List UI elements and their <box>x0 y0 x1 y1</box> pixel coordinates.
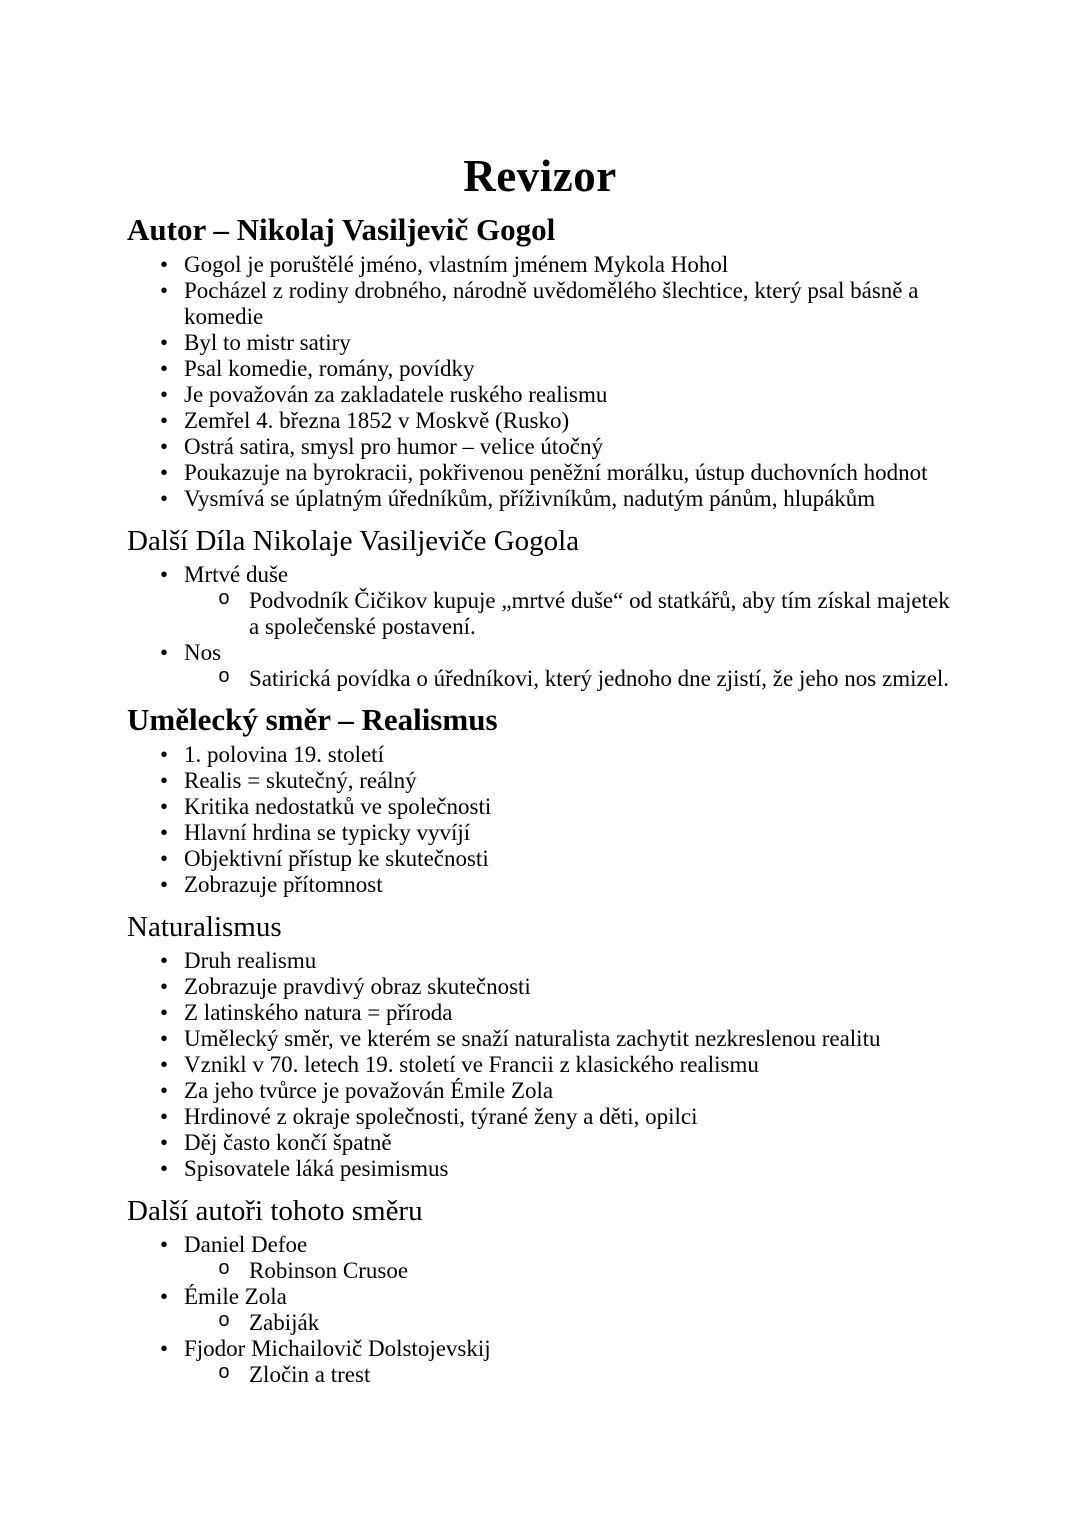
list-item <box>127 1232 953 1284</box>
list-item-text: Zobrazuje přítomnost <box>184 872 383 897</box>
list-item <box>127 1078 953 1104</box>
sub-list-item <box>184 666 953 692</box>
list-item-text: Gogol je poruštělé jméno, vlastním jménem Mykola Hohol <box>184 252 729 277</box>
bullet-list-dalsi-autori <box>127 1232 953 1388</box>
sub-list-item <box>184 1362 953 1388</box>
list-item <box>127 820 953 846</box>
bullet-icon: • <box>160 382 169 407</box>
bullet-icon: • <box>160 252 169 277</box>
list-item <box>127 1156 953 1182</box>
list-item-text: Émile Zola <box>184 1284 287 1309</box>
sub-bullet-list <box>184 1310 953 1336</box>
list-item-text: Vysmívá se úplatným úředníkům, příživníkům, nadutým pánům, hlupákům <box>184 486 876 511</box>
list-item <box>127 768 953 794</box>
bullet-icon: • <box>160 846 169 871</box>
list-item-text: Psal komedie, romány, povídky <box>184 356 475 381</box>
bullet-icon: • <box>160 1130 169 1155</box>
sub-list-item-text: Zločin a trest <box>249 1362 371 1387</box>
list-item-text: Děj často končí špatně <box>184 1130 392 1155</box>
sub-list-item-text: Robinson Crusoe <box>249 1258 409 1283</box>
list-item <box>127 460 953 486</box>
list-item <box>127 434 953 460</box>
list-item <box>127 1052 953 1078</box>
list-item-text: Kritika nedostatků ve společnosti <box>184 794 492 819</box>
list-item-text: Ostrá satira, smysl pro humor – velice útočný <box>184 434 604 459</box>
bullet-icon: • <box>160 1052 169 1077</box>
section-dalsi-autori <box>127 1194 953 1388</box>
bullet-icon: • <box>160 640 169 665</box>
bullet-icon: • <box>160 742 169 767</box>
list-item <box>127 1026 953 1052</box>
bullet-icon: • <box>160 1336 169 1361</box>
bullet-icon: • <box>160 330 169 355</box>
bullet-icon: • <box>160 820 169 845</box>
list-item <box>127 640 953 692</box>
bullet-icon: • <box>160 562 169 587</box>
circle-bullet-icon: o <box>218 1362 231 1385</box>
list-item-text: Zobrazuje pravdivý obraz skutečnosti <box>184 974 531 999</box>
section-heading-autor: Autor – Nikolaj Vasiljevič Gogol <box>127 212 556 247</box>
bullet-icon: • <box>160 408 169 433</box>
list-item-text: Mrtvé duše <box>184 562 289 587</box>
circle-bullet-icon: o <box>218 1258 231 1281</box>
list-item-text: Spisovatele láká pesimismus <box>184 1156 449 1181</box>
list-item-text: Objektivní přístup ke skutečnosti <box>184 846 489 871</box>
sub-list-item <box>184 588 953 640</box>
circle-bullet-icon: o <box>218 1310 231 1333</box>
list-item <box>127 382 953 408</box>
list-item <box>127 974 953 1000</box>
list-item <box>127 278 953 330</box>
list-item <box>127 1130 953 1156</box>
list-item-text: Za jeho tvůrce je považován Émile Zola <box>184 1078 554 1103</box>
bullet-icon: • <box>160 872 169 897</box>
bullet-icon: • <box>160 1078 169 1103</box>
list-item-text: Nos <box>184 640 222 665</box>
section-heading-umelecky-smer: Umělecký směr – Realismus <box>127 702 498 737</box>
list-item-text: Realis = skutečný, reálný <box>184 768 417 793</box>
bullet-icon: • <box>160 1284 169 1309</box>
list-item <box>127 330 953 356</box>
list-item-text: Z latinského natura = příroda <box>184 1000 453 1025</box>
list-item <box>127 846 953 872</box>
bullet-list-dalsi-dila <box>127 562 953 692</box>
list-item <box>127 562 953 640</box>
section-dalsi-dila <box>127 524 953 692</box>
bullet-icon: • <box>160 1232 169 1257</box>
bullet-icon: • <box>160 486 169 511</box>
bullet-list-autor <box>127 252 953 512</box>
section-heading-naturalismus: Naturalismus <box>127 911 282 943</box>
sub-list-item <box>184 1310 953 1336</box>
list-item-text: Je považován za zakladatele ruského realismu <box>184 382 608 407</box>
list-item-text: Poukazuje na byrokracii, pokřivenou peněžní morálku, ústup duchovních hodnot <box>184 460 928 485</box>
bullet-icon: • <box>160 1000 169 1025</box>
bullet-icon: • <box>160 974 169 999</box>
sub-list-item-text: Satirická povídka o úředníkovi, který jednoho dne zjistí, že jeho nos zmizel. <box>249 666 950 691</box>
bullet-icon: • <box>160 1156 169 1181</box>
list-item <box>127 356 953 382</box>
bullet-icon: • <box>160 356 169 381</box>
document-title: Revizor <box>463 151 617 201</box>
sub-bullet-list <box>184 1362 953 1388</box>
bullet-icon: • <box>160 460 169 485</box>
list-item <box>127 742 953 768</box>
list-item-text: Vznikl v 70. letech 19. století ve Francii z klasického realismu <box>184 1052 759 1077</box>
bullet-icon: • <box>160 948 169 973</box>
list-item-text: Hlavní hrdina se typicky vyvíjí <box>184 820 471 845</box>
section-autor <box>127 212 953 512</box>
section-naturalismus <box>127 910 953 1182</box>
list-item-text: 1. polovina 19. století <box>184 742 384 767</box>
section-heading-dalsi-autori: Další autoři tohoto směru <box>127 1195 423 1227</box>
list-item-text: Druh realismu <box>184 948 317 973</box>
list-item-text: Zemřel 4. března 1852 v Moskvě (Rusko) <box>184 408 570 433</box>
sub-list-item-text: Zabiják <box>249 1310 320 1335</box>
sub-list-item <box>184 1258 953 1284</box>
bullet-icon: • <box>160 1026 169 1051</box>
section-umelecky-smer <box>127 702 953 898</box>
list-item <box>127 1104 953 1130</box>
list-item-text: Hrdinové z okraje společnosti, týrané ženy a děti, opilci <box>184 1104 698 1129</box>
bullet-icon: • <box>160 434 169 459</box>
list-item <box>127 1000 953 1026</box>
document-body <box>127 212 953 1388</box>
list-item-text: Pocházel z rodiny drobného, národně uvědomělého šlechtice, který psal básně a komedie <box>184 278 919 329</box>
bullet-icon: • <box>160 1104 169 1129</box>
list-item <box>127 408 953 434</box>
list-item <box>127 948 953 974</box>
bullet-list-naturalismus <box>127 948 953 1182</box>
circle-bullet-icon: o <box>218 588 231 611</box>
list-item <box>127 1336 953 1388</box>
bullet-icon: • <box>160 768 169 793</box>
section-heading-dalsi-dila: Další Díla Nikolaje Vasiljeviče Gogola <box>127 525 580 557</box>
list-item-text: Daniel Defoe <box>184 1232 308 1257</box>
list-item <box>127 486 953 512</box>
sub-bullet-list <box>184 666 953 692</box>
bullet-icon: • <box>160 794 169 819</box>
bullet-icon: • <box>160 278 169 303</box>
list-item <box>127 872 953 898</box>
list-item-text: Fjodor Michailovič Dolstojevskij <box>184 1336 491 1361</box>
sub-bullet-list <box>184 588 953 640</box>
sub-list-item-text: Podvodník Čičikov kupuje „mrtvé duše“ od statkářů, aby tím získal majetek a společenské postavení. <box>249 588 950 639</box>
list-item <box>127 1284 953 1336</box>
sub-bullet-list <box>184 1258 953 1284</box>
list-item <box>127 252 953 278</box>
list-item-text: Byl to mistr satiry <box>184 330 351 355</box>
bullet-list-umelecky-smer <box>127 742 953 898</box>
list-item <box>127 794 953 820</box>
circle-bullet-icon: o <box>218 666 231 689</box>
list-item-text: Umělecký směr, ve kterém se snaží naturalista zachytit nezkreslenou realitu <box>184 1026 881 1051</box>
